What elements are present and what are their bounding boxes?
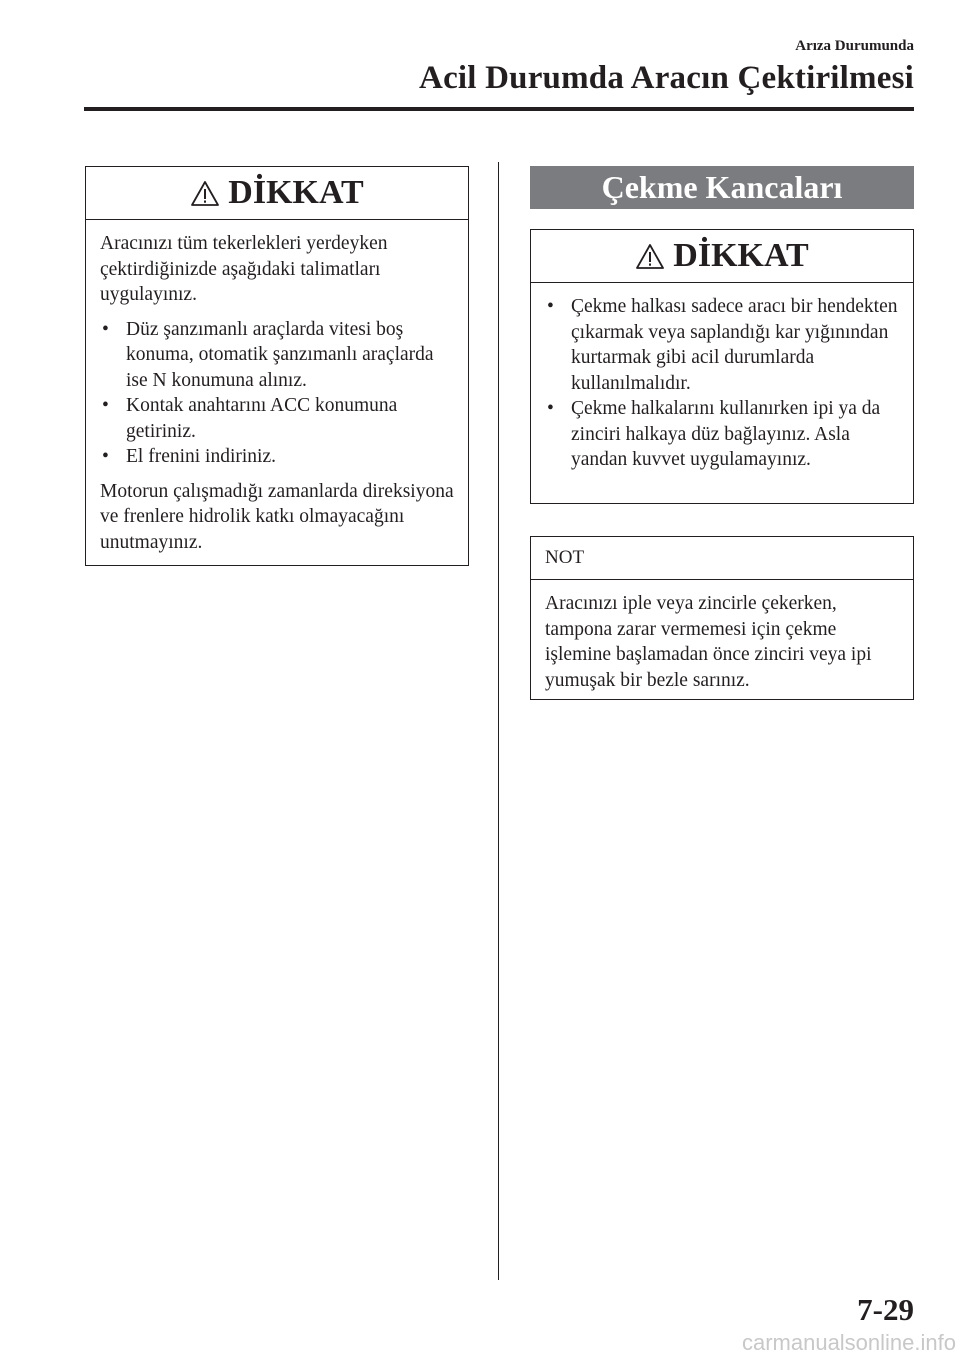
caution-heading: DİKKAT [228,174,364,211]
header-rule [84,107,914,111]
caution-bullet-item: • Çekme halkası sadece aracı bir hendekten çıkarmak veya saplandığı kar yığınından kurtarmak gibi acil durumlarda kullanılmalıdır. [547,296,898,394]
caution-box-right [530,229,914,504]
caution-heading: DİKKAT [673,237,809,274]
caution-box-left [85,166,469,566]
page-number: 7-29 [857,1292,914,1327]
bullet-icon: • [102,395,109,416]
caution-body [86,220,468,576]
bullet-icon: • [102,446,109,467]
note-box [530,536,914,700]
caution-header [86,167,468,220]
page-title: Acil Durumda Aracın Çektirilmesi [419,60,914,96]
warning-triangle-icon [635,243,665,270]
bullet-icon: • [547,398,554,419]
warning-triangle-icon [190,180,220,207]
caution-bullet-item: • Çekme halkalarını kullanırken ipi ya da zinciri halkaya düz bağlayınız. Asla yandan kuvvet uygulamayınız. [547,398,881,470]
section-title: Çekme Kancaları [530,166,914,209]
column-divider [498,162,499,1280]
caution-header [531,230,913,283]
caution-body [531,283,913,485]
caution-bullet-item: • Kontak anahtarını ACC konumuna getiriniz. [102,395,398,442]
header-section-label: Arıza Durumunda [795,38,914,54]
caution-bullet-item: • Düz şanzımanlı araçlarda vitesi boş konuma, otomatik şanzımanlı araçlarda ise N konumuna alınız. [102,318,434,391]
caution-outro: Motorun çalışmadığı zamanlarda direksiyona ve frenlere hidrolik katkı olmayacağını unutmayınız. [100,480,454,553]
note-heading: NOT [531,537,913,580]
note-text: Aracınızı iple veya zincirle çekerken, tampona zarar vermemesi için çekme işlemine başlamadan önce zinciri veya ipi yumuşak bir bezle sarınız. [545,593,872,691]
bullet-icon: • [102,318,109,340]
caution-bullet-list [100,317,454,470]
caution-bullet-item: • El frenini indiriniz. [100,444,454,470]
caution-bullet-list [545,294,899,473]
bullet-icon: • [547,296,554,317]
note-body [531,580,913,705]
watermark: carmanualsonline.info [741,1330,956,1355]
caution-intro: Aracınızı tüm tekerlekleri yerdeyken çektirdiğinizde aşağıdaki talimatları uygulayınız. [100,233,388,305]
